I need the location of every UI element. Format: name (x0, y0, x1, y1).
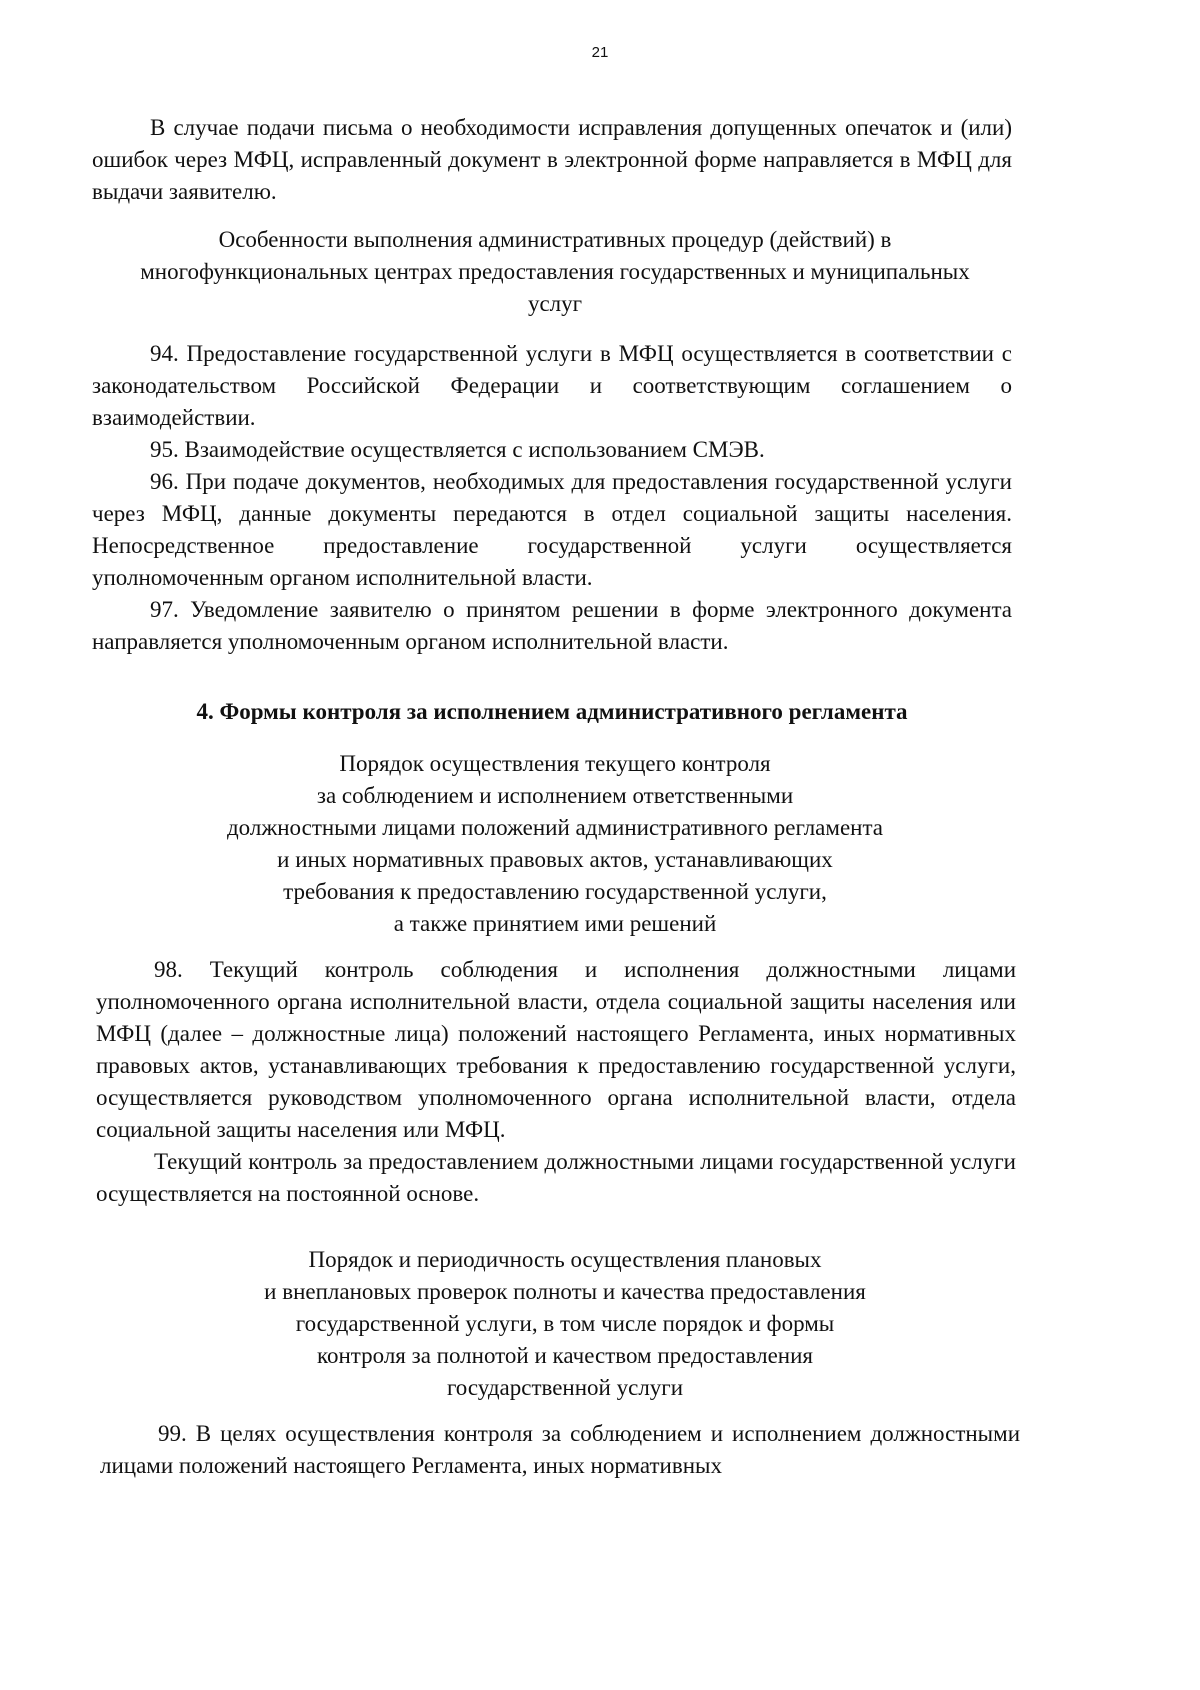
paragraphs-94-97 (92, 338, 1012, 658)
heading-line: государственной услуги (446, 1375, 684, 1400)
heading-line: должностными лицами положений административного регламента (226, 815, 884, 840)
page-number: 21 (591, 44, 609, 61)
heading-mfc-features (140, 224, 970, 320)
paragraph-98 (96, 954, 1016, 1210)
heading-line: Порядок и периодичность осуществления плановых (308, 1247, 822, 1272)
paragraph-94: 94. Предоставление государственной услуги в МФЦ осуществляется в соответствии с законодательством Российской Федерации и соответствующим соглашением о взаимодействии. (92, 341, 1012, 430)
paragraph-99-text: 99. В целях осуществления контроля за соблюдением и исполнением должностными лицами положений настоящего Регламента, иных нормативных (100, 1421, 1020, 1478)
paragraph-98-text: 98. Текущий контроль соблюдения и исполнения должностными лицами уполномоченного органа исполнительной власти, отдела социальной защиты населения или МФЦ (далее – должностные лица) положений настоящего Регламента, иных нормативных правовых актов, устанавливающих требования к предоставлению государственной услуги, осуществляется руководством уполномоченного органа исполнительной власти, отдела социальной защиты населения или МФЦ. (96, 957, 1016, 1142)
heading-line: Порядок осуществления текущего контроля (339, 751, 771, 776)
heading-line: контроля за полнотой и качеством предоставления (316, 1343, 814, 1368)
section-title-text: 4. Формы контроля за исполнением административного регламента (196, 699, 908, 724)
section-4-title (92, 696, 1012, 728)
heading-line: а также принятием ими решений (393, 911, 717, 936)
heading-line: государственной услуги, в том числе порядок и формы (295, 1311, 835, 1336)
paragraph-95: 95. Взаимодействие осуществляется с использованием СМЭВ. (150, 437, 765, 462)
paragraph-98b-text: Текущий контроль за предоставлением должностными лицами государственной услуги осуществляется на постоянной основе. (96, 1149, 1016, 1206)
heading-current-control (150, 748, 960, 940)
heading-line: и внеплановых проверок полноты и качества предоставления (264, 1279, 866, 1304)
heading-checks (160, 1244, 970, 1404)
heading-line: и иных нормативных правовых актов, устанавливающих (277, 847, 833, 872)
heading-line: за соблюдением и исполнением ответственными (316, 783, 794, 808)
paragraph-97: 97. Уведомление заявителю о принятом решении в форме электронного документа направляется уполномоченным органом исполнительной власти. (92, 597, 1012, 654)
paragraph-99 (100, 1418, 1020, 1482)
heading-line: требования к предоставлению государственной услуги, (283, 879, 827, 904)
paragraph-96: 96. При подаче документов, необходимых для предоставления государственной услуги через МФЦ, данные документы передаются в отдел социальной защиты населения. Непосредственное предоставление государственной услуги осуществляется уполномоченным органом исполнительной власти. (92, 469, 1012, 590)
heading-text: Особенности выполнения административных процедур (действий) в многофункциональных центрах предоставления государственных и муниципальных услуг (140, 227, 970, 316)
paragraph-text: В случае подачи письма о необходимости исправления допущенных опечаток и (или) ошибок через МФЦ, исправленный документ в электронной форме направляется в МФЦ для выдачи заявителю. (92, 115, 1012, 204)
paragraph-intro (92, 112, 1012, 208)
